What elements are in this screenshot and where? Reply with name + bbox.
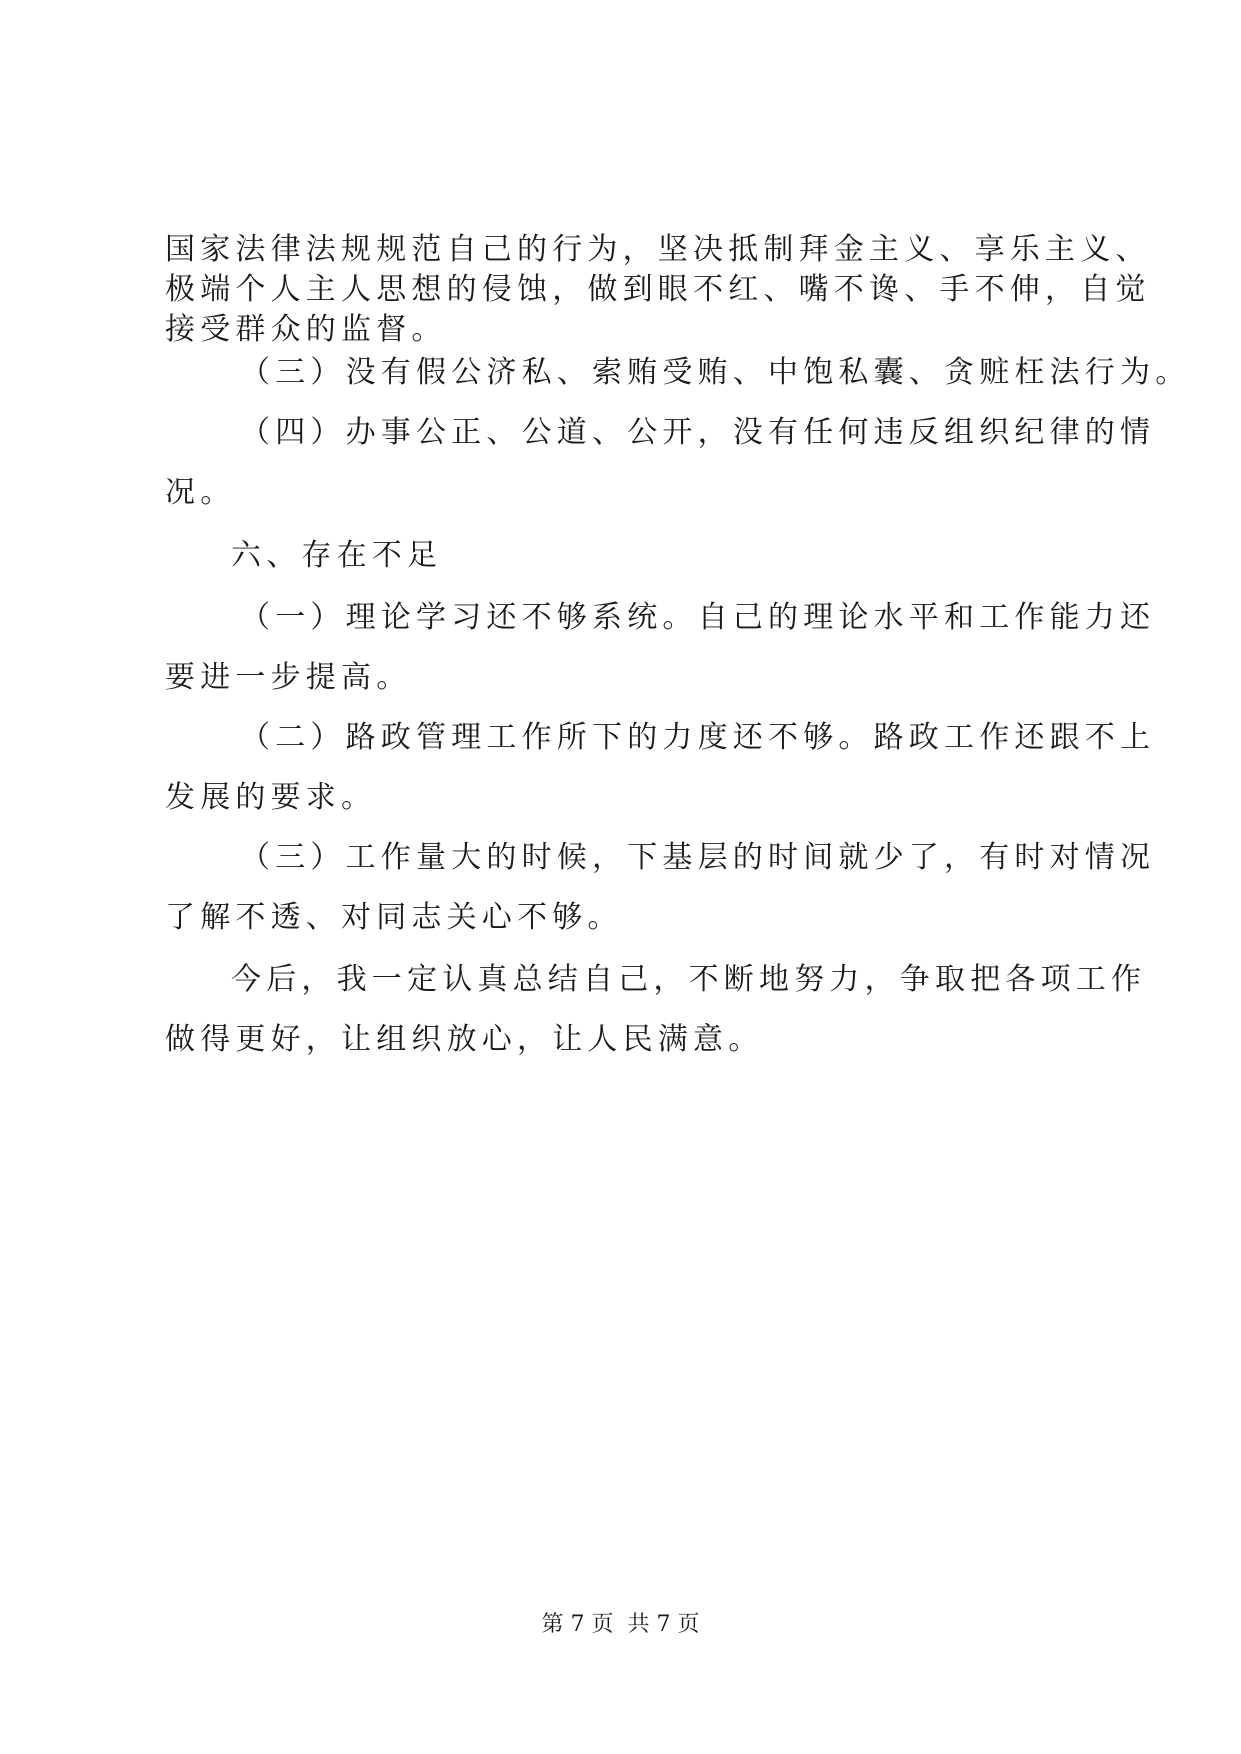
text-line: 国家法律法规规范自己的行为，坚决抵制拜金主义、享乐主义、 bbox=[165, 232, 1151, 267]
text-line: 发展的要求。 bbox=[165, 780, 377, 815]
text-line: 况。 bbox=[165, 475, 236, 510]
text-line: 要进一步提高。 bbox=[165, 660, 412, 695]
text-line: （二）路政管理工作所下的力度还不够。路政工作还跟不上 bbox=[240, 720, 1156, 755]
text-line: 今后，我一定认真总结自己，不断地努力，争取把各项工作 bbox=[231, 962, 1147, 997]
page-number: 第 7 页 共 7 页 bbox=[541, 1612, 700, 1637]
text-line: （一）理论学习还不够系统。自己的理论水平和工作能力还 bbox=[240, 600, 1156, 635]
text-line: 了解不透、对同志关心不够。 bbox=[165, 900, 623, 935]
text-line: （三）工作量大的时候，下基层的时间就少了，有时对情况 bbox=[240, 840, 1156, 875]
text-line: 接受群众的监督。 bbox=[165, 312, 447, 347]
text-line: （四）办事公正、公道、公开，没有任何违反组织纪律的情 bbox=[240, 415, 1156, 450]
text-line: 做得更好，让组织放心，让人民满意。 bbox=[165, 1022, 764, 1057]
text-line: （三）没有假公济私、索贿受贿、中饱私囊、贪赃枉法行为。 bbox=[240, 355, 1191, 390]
page-footer bbox=[0, 1610, 1241, 1640]
section-heading: 六、存在不足 bbox=[231, 538, 443, 573]
text-line: 极端个人主人思想的侵蚀，做到眼不红、嘴不谗、手不伸，自觉 bbox=[165, 272, 1151, 307]
